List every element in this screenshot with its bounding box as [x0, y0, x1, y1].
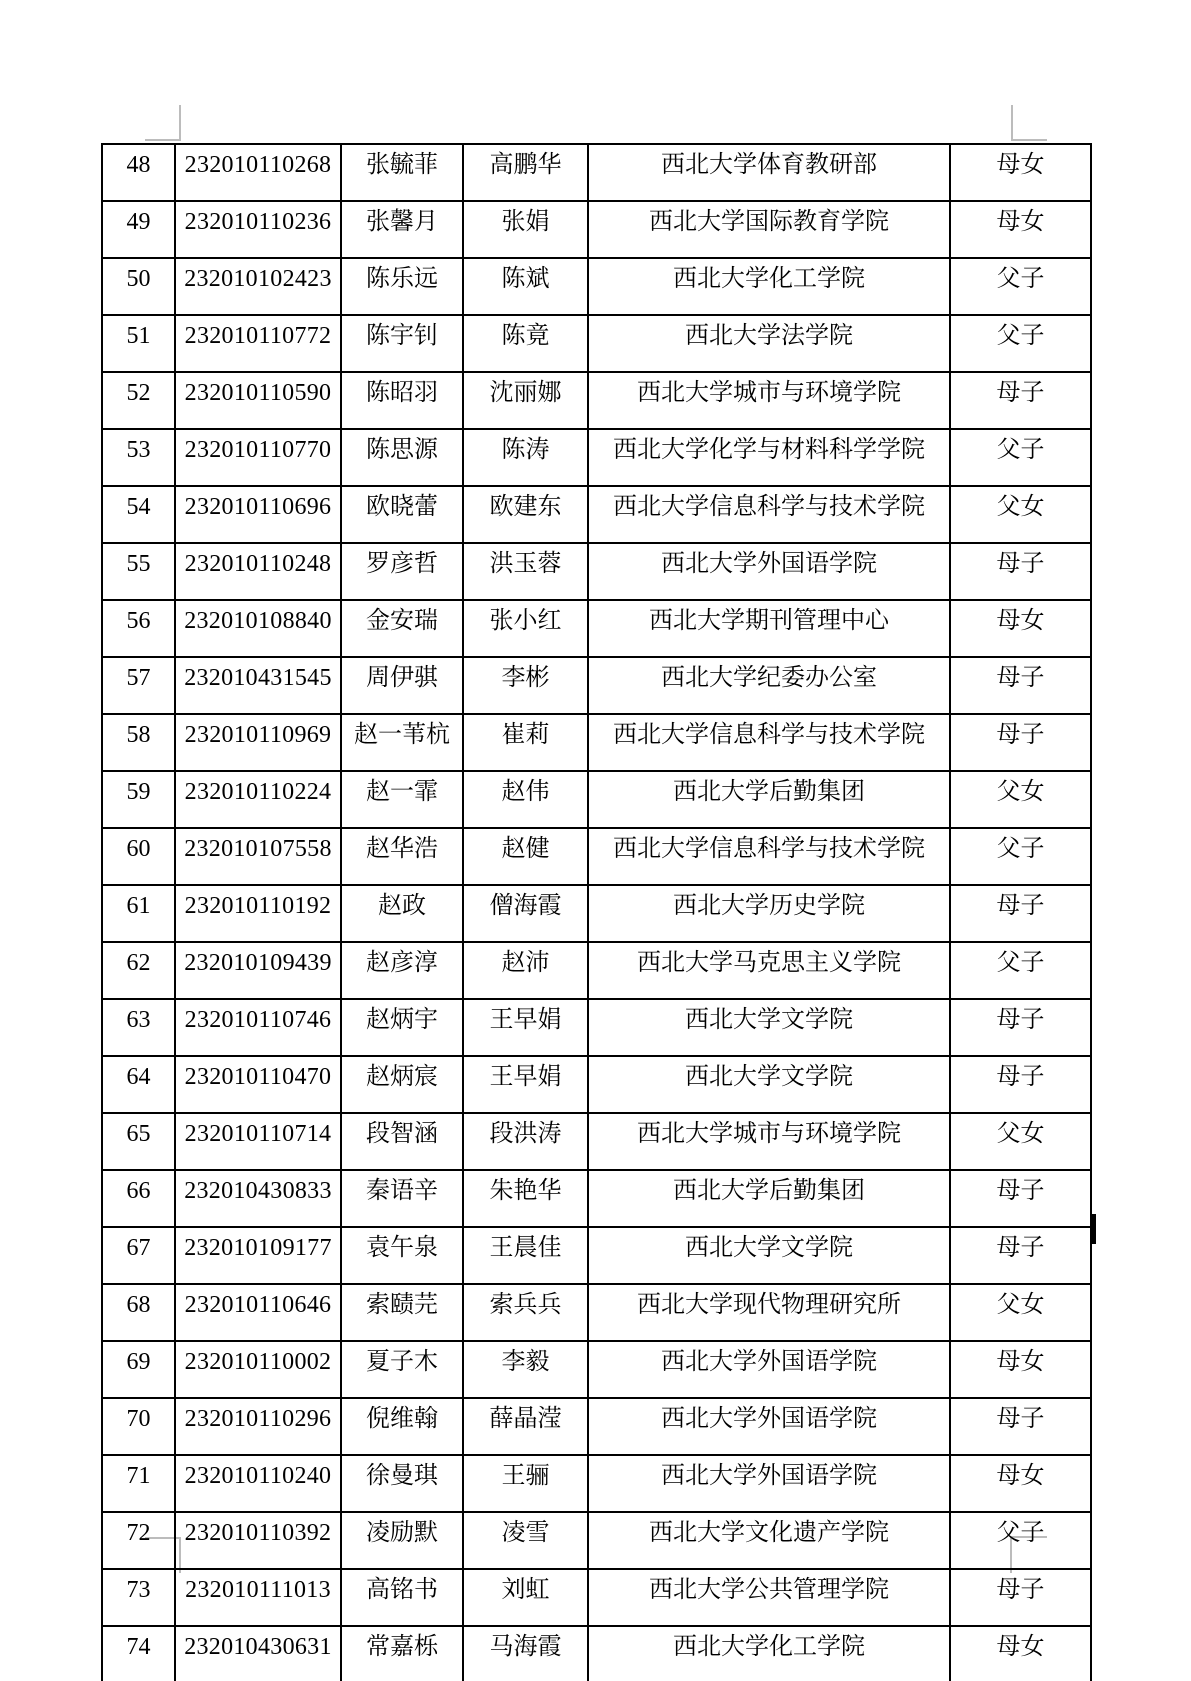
- table-row: [102, 1341, 1091, 1398]
- cell-department: 西北大学信息科学与技术学院: [588, 714, 950, 771]
- cell-student-id: 232010430833: [175, 1170, 341, 1227]
- cell-child-name: 赵华浩: [341, 828, 463, 885]
- cell-parent-name: 王早娟: [463, 999, 588, 1056]
- cell-relation: 母子: [950, 543, 1091, 600]
- cell-department: 西北大学后勤集团: [588, 771, 950, 828]
- cell-department: 西北大学法学院: [588, 315, 950, 372]
- cell-parent-name: 张娟: [463, 201, 588, 258]
- cell-relation: 母女: [950, 1455, 1091, 1512]
- table-row: [102, 999, 1091, 1056]
- cell-parent-name: 李毅: [463, 1341, 588, 1398]
- cell-department: 西北大学体育教研部: [588, 144, 950, 201]
- cell-parent-name: 张小红: [463, 600, 588, 657]
- cell-child-name: 倪维翰: [341, 1398, 463, 1455]
- cell-department: 西北大学城市与环境学院: [588, 1113, 950, 1170]
- cell-relation: 母女: [950, 1341, 1091, 1398]
- cell-student-id: 232010110969: [175, 714, 341, 771]
- cell-student-id: 232010110236: [175, 201, 341, 258]
- cell-department: 西北大学文学院: [588, 999, 950, 1056]
- cell-child-name: 赵炳宇: [341, 999, 463, 1056]
- cell-student-id: 232010109177: [175, 1227, 341, 1284]
- cell-child-name: 赵一霏: [341, 771, 463, 828]
- cell-department: 西北大学化工学院: [588, 1626, 950, 1681]
- cell-relation: 父子: [950, 1512, 1091, 1569]
- cell-parent-name: 陈涛: [463, 429, 588, 486]
- cell-student-id: 232010110392: [175, 1512, 341, 1569]
- cell-student-id: 232010110772: [175, 315, 341, 372]
- cell-relation: 父女: [950, 771, 1091, 828]
- cell-row-number: 53: [102, 429, 175, 486]
- cell-row-number: 68: [102, 1284, 175, 1341]
- cell-student-id: 232010110714: [175, 1113, 341, 1170]
- cell-relation: 母子: [950, 885, 1091, 942]
- cell-parent-name: 僧海霞: [463, 885, 588, 942]
- cell-parent-name: 高鹏华: [463, 144, 588, 201]
- cell-row-number: 50: [102, 258, 175, 315]
- table-row: [102, 771, 1091, 828]
- cell-parent-name: 崔莉: [463, 714, 588, 771]
- cell-student-id: 232010110696: [175, 486, 341, 543]
- cell-relation: 父子: [950, 315, 1091, 372]
- table-row: [102, 600, 1091, 657]
- cell-department: 西北大学公共管理学院: [588, 1569, 950, 1626]
- table-row: [102, 1227, 1091, 1284]
- cell-row-number: 54: [102, 486, 175, 543]
- cell-row-number: 55: [102, 543, 175, 600]
- cell-student-id: 232010102423: [175, 258, 341, 315]
- cell-department: 西北大学国际教育学院: [588, 201, 950, 258]
- cell-row-number: 73: [102, 1569, 175, 1626]
- cell-relation: 母子: [950, 372, 1091, 429]
- table-row: [102, 942, 1091, 999]
- margin-mark-top-right-icon: [1011, 105, 1047, 141]
- cell-child-name: 金安瑞: [341, 600, 463, 657]
- roster-table-body: [102, 144, 1091, 1681]
- roster-table: [101, 143, 1092, 1681]
- cell-student-id: 232010110002: [175, 1341, 341, 1398]
- cell-student-id: 232010110268: [175, 144, 341, 201]
- cell-child-name: 段智涵: [341, 1113, 463, 1170]
- cell-parent-name: 薛晶滢: [463, 1398, 588, 1455]
- cell-row-number: 64: [102, 1056, 175, 1113]
- cell-row-number: 59: [102, 771, 175, 828]
- cell-student-id: 232010110248: [175, 543, 341, 600]
- cell-relation: 母子: [950, 657, 1091, 714]
- cell-department: 西北大学城市与环境学院: [588, 372, 950, 429]
- table-row: [102, 1455, 1091, 1512]
- cell-child-name: 陈思源: [341, 429, 463, 486]
- table-row: [102, 1398, 1091, 1455]
- cell-relation: 母子: [950, 1056, 1091, 1113]
- cell-row-number: 65: [102, 1113, 175, 1170]
- cell-parent-name: 凌雪: [463, 1512, 588, 1569]
- cell-row-number: 72: [102, 1512, 175, 1569]
- cell-department: 西北大学信息科学与技术学院: [588, 486, 950, 543]
- table-row: [102, 543, 1091, 600]
- table-row: [102, 1170, 1091, 1227]
- cell-parent-name: 刘虹: [463, 1569, 588, 1626]
- cell-row-number: 56: [102, 600, 175, 657]
- cell-parent-name: 陈竟: [463, 315, 588, 372]
- cell-row-number: 74: [102, 1626, 175, 1681]
- cell-parent-name: 陈斌: [463, 258, 588, 315]
- cell-relation: 父女: [950, 1113, 1091, 1170]
- cell-student-id: 232010109439: [175, 942, 341, 999]
- cell-student-id: 232010110770: [175, 429, 341, 486]
- cell-student-id: 232010430631: [175, 1626, 341, 1681]
- cell-department: 西北大学文学院: [588, 1227, 950, 1284]
- table-row: [102, 1113, 1091, 1170]
- cell-row-number: 60: [102, 828, 175, 885]
- cell-student-id: 232010111013: [175, 1569, 341, 1626]
- cell-child-name: 陈宇钊: [341, 315, 463, 372]
- cell-relation: 父女: [950, 1284, 1091, 1341]
- cell-student-id: 232010110240: [175, 1455, 341, 1512]
- cell-parent-name: 赵伟: [463, 771, 588, 828]
- cell-relation: 母子: [950, 1569, 1091, 1626]
- cell-row-number: 71: [102, 1455, 175, 1512]
- table-row: [102, 1056, 1091, 1113]
- table-row: [102, 1284, 1091, 1341]
- cell-relation: 父女: [950, 486, 1091, 543]
- cell-parent-name: 索兵兵: [463, 1284, 588, 1341]
- cell-row-number: 66: [102, 1170, 175, 1227]
- table-row: [102, 657, 1091, 714]
- cell-child-name: 赵彦淳: [341, 942, 463, 999]
- cell-relation: 母子: [950, 999, 1091, 1056]
- cell-parent-name: 赵健: [463, 828, 588, 885]
- cell-department: 西北大学外国语学院: [588, 543, 950, 600]
- cell-child-name: 陈乐远: [341, 258, 463, 315]
- cell-row-number: 58: [102, 714, 175, 771]
- cell-child-name: 陈昭羽: [341, 372, 463, 429]
- cell-parent-name: 洪玉蓉: [463, 543, 588, 600]
- table-row: [102, 486, 1091, 543]
- table-row: [102, 885, 1091, 942]
- margin-mark-top-left-icon: [145, 105, 181, 141]
- cell-row-number: 52: [102, 372, 175, 429]
- cell-student-id: 232010110590: [175, 372, 341, 429]
- cell-child-name: 凌励默: [341, 1512, 463, 1569]
- cell-department: 西北大学文化遗产学院: [588, 1512, 950, 1569]
- cell-department: 西北大学外国语学院: [588, 1455, 950, 1512]
- cell-department: 西北大学马克思主义学院: [588, 942, 950, 999]
- table-row: [102, 144, 1091, 201]
- cell-department: 西北大学外国语学院: [588, 1398, 950, 1455]
- table-row: [102, 1626, 1091, 1681]
- cell-parent-name: 朱艳华: [463, 1170, 588, 1227]
- table-row: [102, 714, 1091, 771]
- cell-student-id: 232010110746: [175, 999, 341, 1056]
- table-row: [102, 258, 1091, 315]
- cell-child-name: 秦语辛: [341, 1170, 463, 1227]
- cell-relation: 母女: [950, 144, 1091, 201]
- cell-student-id: 232010110646: [175, 1284, 341, 1341]
- cell-relation: 母女: [950, 600, 1091, 657]
- table-row: [102, 201, 1091, 258]
- cell-child-name: 周伊骐: [341, 657, 463, 714]
- cell-parent-name: 李彬: [463, 657, 588, 714]
- cell-student-id: 232010110224: [175, 771, 341, 828]
- cell-child-name: 常嘉栎: [341, 1626, 463, 1681]
- cell-row-number: 70: [102, 1398, 175, 1455]
- cell-child-name: 索赜芫: [341, 1284, 463, 1341]
- cell-parent-name: 欧建东: [463, 486, 588, 543]
- cell-parent-name: 王早娟: [463, 1056, 588, 1113]
- cell-student-id: 232010431545: [175, 657, 341, 714]
- cell-child-name: 赵政: [341, 885, 463, 942]
- cell-department: 西北大学文学院: [588, 1056, 950, 1113]
- cell-child-name: 张馨月: [341, 201, 463, 258]
- cell-parent-name: 段洪涛: [463, 1113, 588, 1170]
- cell-child-name: 袁午泉: [341, 1227, 463, 1284]
- cell-parent-name: 沈丽娜: [463, 372, 588, 429]
- cell-row-number: 67: [102, 1227, 175, 1284]
- cell-department: 西北大学历史学院: [588, 885, 950, 942]
- table-row: [102, 1512, 1091, 1569]
- cell-department: 西北大学后勤集团: [588, 1170, 950, 1227]
- cell-row-number: 63: [102, 999, 175, 1056]
- cell-relation: 母子: [950, 1398, 1091, 1455]
- cell-department: 西北大学外国语学院: [588, 1341, 950, 1398]
- cell-department: 西北大学纪委办公室: [588, 657, 950, 714]
- cell-child-name: 高铭书: [341, 1569, 463, 1626]
- cell-parent-name: 王骊: [463, 1455, 588, 1512]
- cell-row-number: 57: [102, 657, 175, 714]
- cell-relation: 父子: [950, 942, 1091, 999]
- cell-child-name: 罗彦哲: [341, 543, 463, 600]
- cell-relation: 父子: [950, 258, 1091, 315]
- cell-relation: 母子: [950, 1170, 1091, 1227]
- cell-row-number: 48: [102, 144, 175, 201]
- cell-student-id: 232010110470: [175, 1056, 341, 1113]
- cell-row-number: 49: [102, 201, 175, 258]
- cell-relation: 母子: [950, 714, 1091, 771]
- cell-student-id: 232010107558: [175, 828, 341, 885]
- cell-parent-name: 马海霞: [463, 1626, 588, 1681]
- cell-child-name: 赵一苇杭: [341, 714, 463, 771]
- cell-relation: 母女: [950, 201, 1091, 258]
- cell-relation: 父子: [950, 828, 1091, 885]
- cell-department: 西北大学现代物理研究所: [588, 1284, 950, 1341]
- cell-department: 西北大学信息科学与技术学院: [588, 828, 950, 885]
- cell-parent-name: 王晨佳: [463, 1227, 588, 1284]
- cell-relation: 母女: [950, 1626, 1091, 1681]
- text-cursor-artifact: [1092, 1214, 1096, 1244]
- cell-child-name: 徐曼琪: [341, 1455, 463, 1512]
- table-row: [102, 372, 1091, 429]
- cell-child-name: 张毓菲: [341, 144, 463, 201]
- cell-student-id: 232010110192: [175, 885, 341, 942]
- table-row: [102, 429, 1091, 486]
- cell-student-id: 232010110296: [175, 1398, 341, 1455]
- cell-row-number: 62: [102, 942, 175, 999]
- cell-row-number: 69: [102, 1341, 175, 1398]
- table-row: [102, 315, 1091, 372]
- cell-child-name: 赵炳宸: [341, 1056, 463, 1113]
- cell-department: 西北大学期刊管理中心: [588, 600, 950, 657]
- cell-department: 西北大学化学与材料科学学院: [588, 429, 950, 486]
- table-row: [102, 1569, 1091, 1626]
- cell-child-name: 欧晓蕾: [341, 486, 463, 543]
- cell-relation: 母子: [950, 1227, 1091, 1284]
- cell-child-name: 夏子木: [341, 1341, 463, 1398]
- cell-relation: 父子: [950, 429, 1091, 486]
- cell-parent-name: 赵沛: [463, 942, 588, 999]
- cell-student-id: 232010108840: [175, 600, 341, 657]
- cell-row-number: 61: [102, 885, 175, 942]
- table-row: [102, 828, 1091, 885]
- cell-row-number: 51: [102, 315, 175, 372]
- cell-department: 西北大学化工学院: [588, 258, 950, 315]
